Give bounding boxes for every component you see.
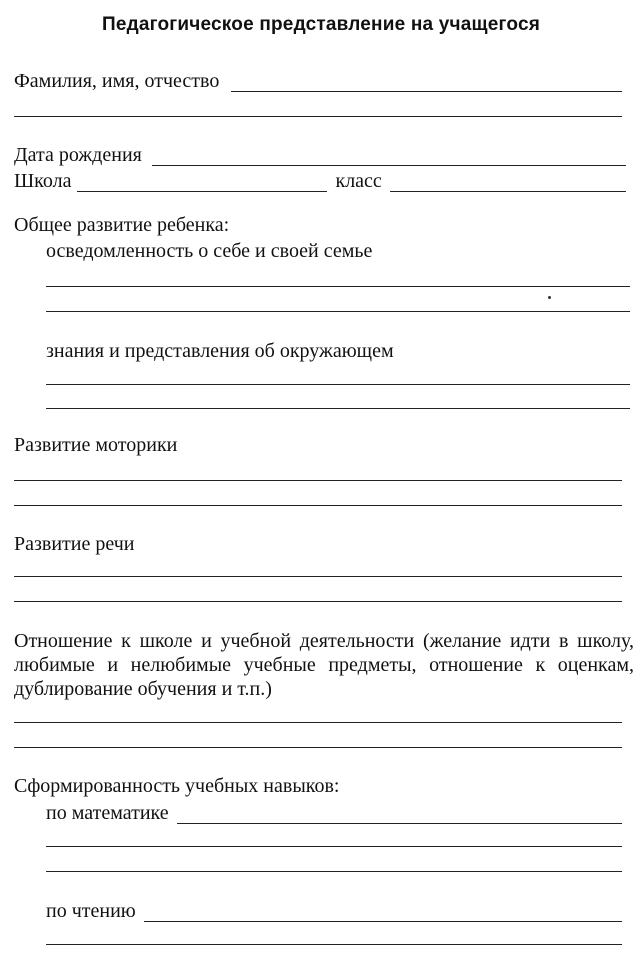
environment-knowledge-line-2[interactable]: [46, 408, 630, 409]
birth-date-row: [14, 140, 626, 166]
scan-speck: [548, 296, 551, 299]
class-label: класс: [335, 170, 382, 192]
school-attitude-line-1[interactable]: [14, 722, 622, 723]
math-line-2[interactable]: [46, 846, 622, 847]
learning-skills-heading: Сформированность учебных навыков:: [14, 775, 340, 797]
class-field[interactable]: [390, 173, 626, 192]
speech-development-line-2[interactable]: [14, 601, 622, 602]
math-field[interactable]: [177, 805, 622, 824]
full-name-field-line-2[interactable]: [14, 116, 622, 117]
environment-knowledge-label: знания и представления об окружающем: [46, 340, 394, 362]
school-attitude-paragraph: Отношение к школе и учебной деятельности (желание идти в школу, любимые и нелюбимые учебные предметы, отношение к оценкам, дублирование обучения и т.п.): [14, 630, 634, 700]
reading-row: [46, 896, 622, 922]
school-attitude-line-2[interactable]: [14, 747, 622, 748]
math-row: [46, 798, 622, 824]
form-title: Педагогическое представление на учащегося: [101, 14, 540, 35]
motor-development-line-2[interactable]: [14, 505, 622, 506]
speech-development-line-1[interactable]: [14, 576, 622, 577]
school-label: Школа: [14, 170, 72, 192]
self-family-awareness-line-2[interactable]: [46, 311, 630, 312]
birth-date-label: Дата рождения: [14, 144, 142, 166]
reading-field[interactable]: [144, 903, 622, 922]
full-name-label: Фамилия, имя, отчество: [14, 70, 220, 92]
motor-development-heading: Развитие моторики: [14, 434, 178, 456]
general-development-heading: Общее развитие ребенка:: [14, 214, 230, 236]
environment-knowledge-line-1[interactable]: [46, 384, 630, 385]
school-row: [14, 166, 626, 192]
self-family-awareness-label: осведомленность о себе и своей семье: [46, 240, 373, 262]
school-field[interactable]: [77, 173, 327, 192]
speech-development-heading: Развитие речи: [14, 533, 135, 555]
math-line-3[interactable]: [46, 871, 622, 872]
full-name-field[interactable]: [231, 73, 622, 92]
reading-line-2[interactable]: [46, 944, 622, 945]
math-label: по математике: [46, 802, 169, 824]
full-name-row: [14, 66, 622, 92]
self-family-awareness-line-1[interactable]: [46, 286, 630, 287]
birth-date-field[interactable]: [152, 147, 626, 166]
reading-label: по чтению: [46, 900, 136, 922]
motor-development-line-1[interactable]: [14, 480, 622, 481]
